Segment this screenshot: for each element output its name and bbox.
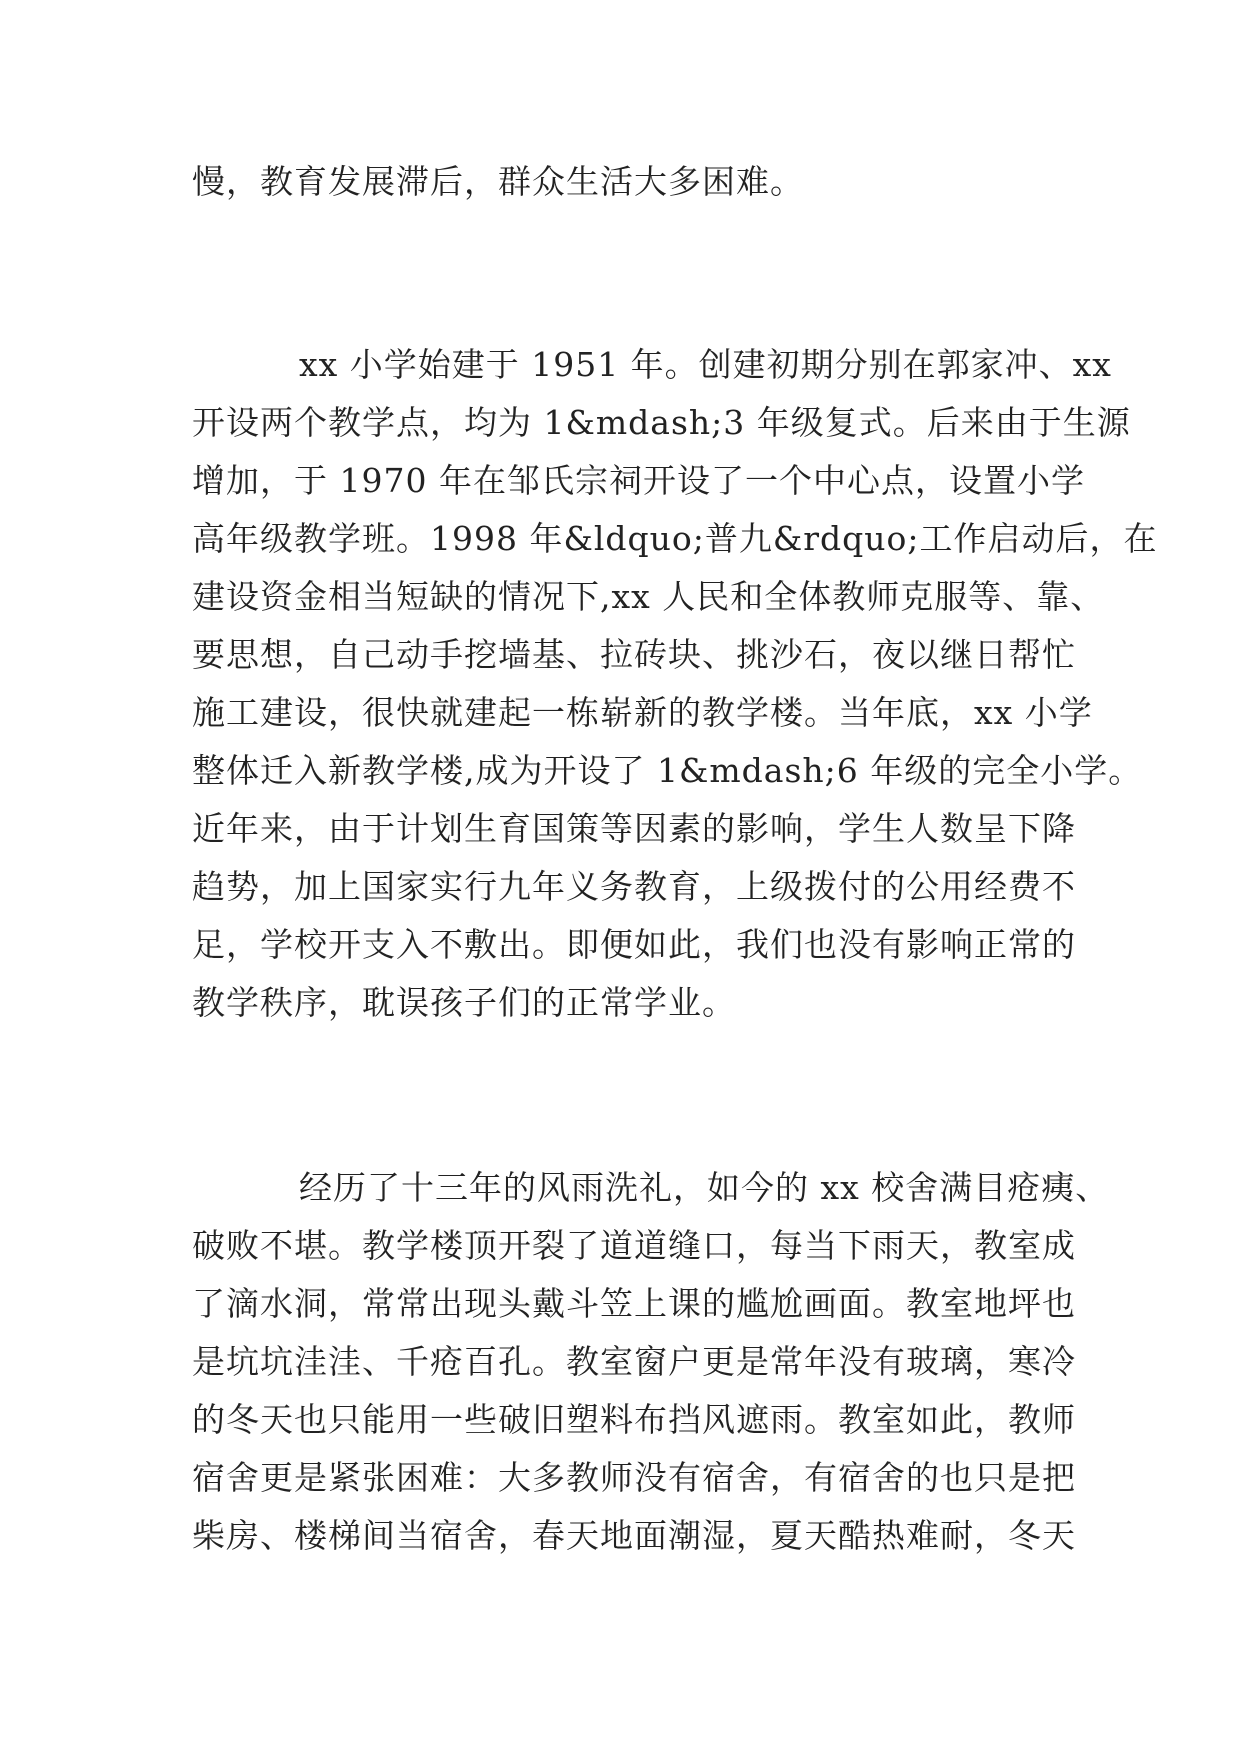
text-line: 整体迁入新教学楼,成为开设了 1&mdash;6 年级的完全小学。 (192, 751, 1143, 790)
text-line: 教学秩序，耽误孩子们的正常学业。 (192, 983, 736, 1022)
text-line: 开设两个教学点，均为 1&mdash;3 年级复式。后来由于生源 (192, 403, 1131, 442)
text-line: 近年来，由于计划生育国策等因素的影响，学生人数呈下降 (192, 809, 1076, 848)
text-line: 柴房、楼梯间当宿舍，春天地面潮湿，夏天酷热难耐，冬天 (192, 1516, 1076, 1555)
text-line: 了滴水洞，常常出现头戴斗笠上课的尴尬画面。教室地坪也 (192, 1284, 1076, 1323)
text-line: 趋势，加上国家实行九年义务教育，上级拨付的公用经费不 (192, 867, 1076, 906)
text-line: 破败不堪。教学楼顶开裂了道道缝口，每当下雨天，教室成 (192, 1226, 1076, 1265)
text-line: 要思想，自己动手挖墙基、拉砖块、挑沙石，夜以继日帮忙 (192, 635, 1076, 674)
text-line: 的冬天也只能用一些破旧塑料布挡风遮雨。教室如此，教师 (192, 1400, 1076, 1439)
text-line: 增加，于 1970 年在邹氏宗祠开设了一个中心点，设置小学 (192, 461, 1085, 500)
text-line: 是坑坑洼洼、千疮百孔。教室窗户更是常年没有玻璃，寒冷 (192, 1342, 1076, 1381)
text-line: 建设资金相当短缺的情况下,xx 人民和全体教师克服等、靠、 (192, 577, 1105, 616)
text-line: 慢，教育发展滞后，群众生活大多困难。 (192, 162, 804, 201)
text-line: 足，学校开支入不敷出。即便如此，我们也没有影响正常的 (192, 925, 1076, 964)
text-line: 宿舍更是紧张困难：大多教师没有宿舍，有宿舍的也只是把 (192, 1458, 1076, 1497)
text-line: 高年级教学班。1998 年&ldquo;普九&rdquo;工作启动后，在 (192, 519, 1158, 558)
text-line: 施工建设，很快就建起一栋崭新的教学楼。当年底，xx 小学 (192, 693, 1093, 732)
paragraph-first-line: 经历了十三年的风雨洗礼，如今的 xx 校舍满目疮痍、 (299, 1168, 1110, 1207)
paragraph-first-line: xx 小学始建于 1951 年。创建初期分别在郭家冲、xx (299, 345, 1112, 384)
